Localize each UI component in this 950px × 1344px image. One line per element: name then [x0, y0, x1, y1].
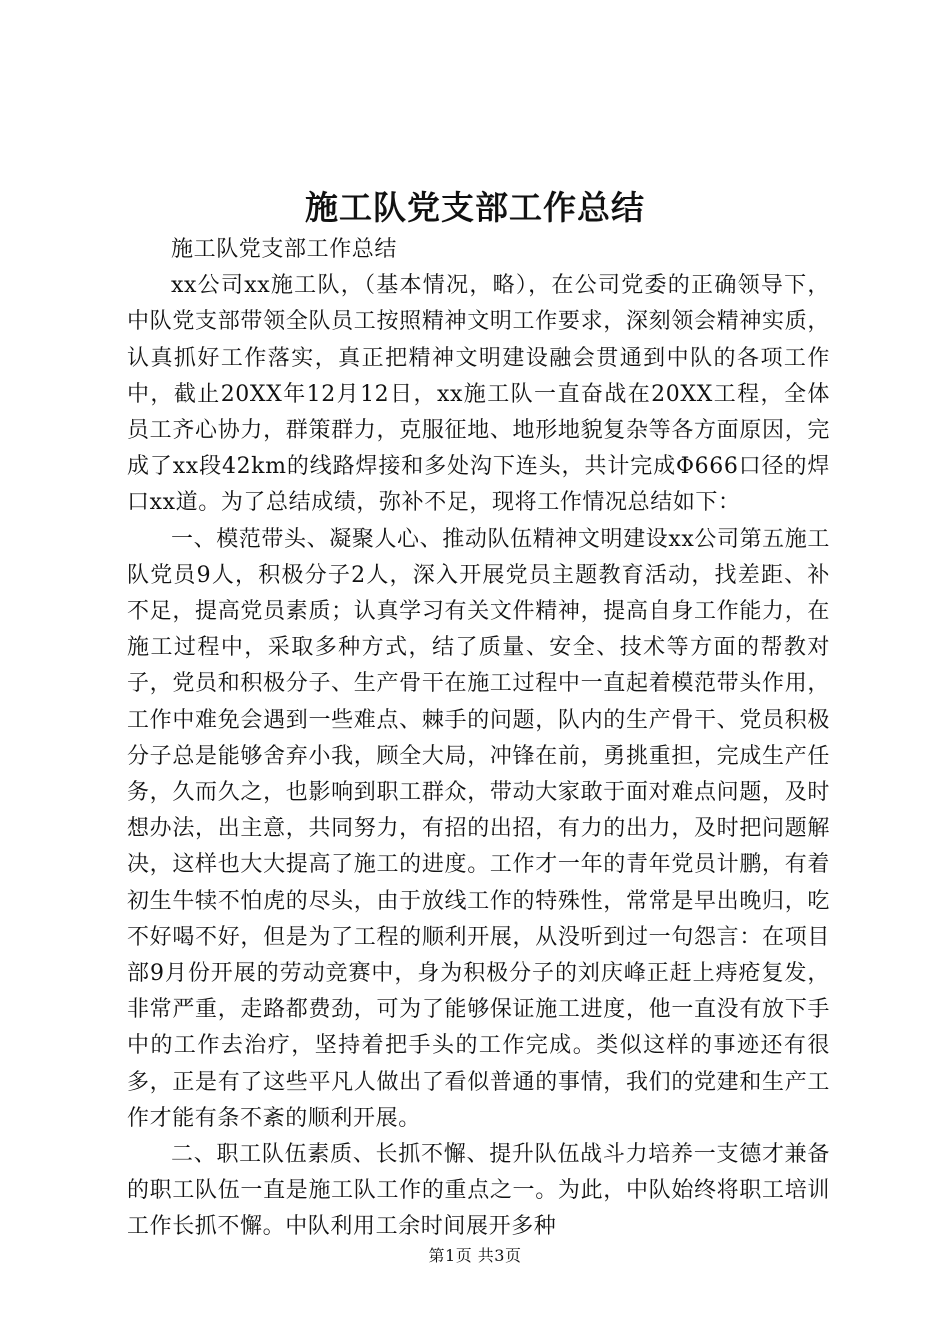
document-body [127, 232, 830, 1246]
paragraph-section-one: 一、模范带头、凝聚人心、推动队伍精神文明建设xx公司第五施工队党员9人，积极分子2人，深入开展党员主题教育活动，找差距、补不足，提高党员素质；认真学习有关文件精神，提高自身工作能力，在施工过程中，采取多种方式，结了质量、安全、技术等方面的帮教对子，党员和积极分子、生产骨干在施工过程中一直起着模范带头作用，工作中难免会遇到一些难点、棘手的问题，队内的生产骨干、党员积极分子总是能够舍弃小我，顾全大局，冲锋在前，勇挑重担，完成生产任务，久而久之，也影响到职工群众，带动大家敢于面对难点问题，及时想办法，出主意，共同努力，有招的出招，有力的出力，及时把问题解决，这样也大大提高了施工的进度。工作才一年的青年党员计鹏，有着初生牛犊不怕虎的尽头，由于放线工作的特殊性，常常是早出晚归，吃不好喝不好，但是为了工程的顺利开展，从没听到过一句怨言：在项目部9月份开展的劳动竞赛中，身为积极分子的刘庆峰正赶上痔疮复发，非常严重，走路都费劲，可为了能够保证施工进度，他一直没有放下手中的工作去治疗，坚持着把手头的工作完成。类似这样的事迹还有很多，正是有了这些平凡人做出了看似普通的事情，我们的党建和生产工作才能有条不紊的顺利开展。 [127, 526, 830, 1131]
document-title: 施工队党支部工作总结 [305, 188, 645, 227]
paragraph-intro: xx公司xx施工队，（基本情况，略），在公司党委的正确领导下，中队党支部带领全队员工按照精神文明工作要求，深刻领会精神实质，认真抓好工作落实，真正把精神文明建设融会贯通到中队的各项工作中，截止20XX年12月12日，xx施工队一直奋战在20XX工程，全体员工齐心协力，群策群力，克服征地、地形地貌复杂等各方面原因，完成了xx段42km的线路焊接和多处沟下连头，共计完成Φ666口径的焊口xx道。为了总结成绩，弥补不足，现将工作情况总结如下： [127, 273, 830, 516]
page-number-footer: 第1页 共3页 [428, 1246, 522, 1265]
paragraph-subtitle: 施工队党支部工作总结 [171, 237, 398, 262]
paragraph-section-two: 二、职工队伍素质、长抓不懈、提升队伍战斗力培养一支德才兼备的职工队伍一直是施工队工作的重点之一。为此，中队始终将职工培训工作长抓不懈。中队利用工余时间展开多种 [127, 1142, 830, 1240]
